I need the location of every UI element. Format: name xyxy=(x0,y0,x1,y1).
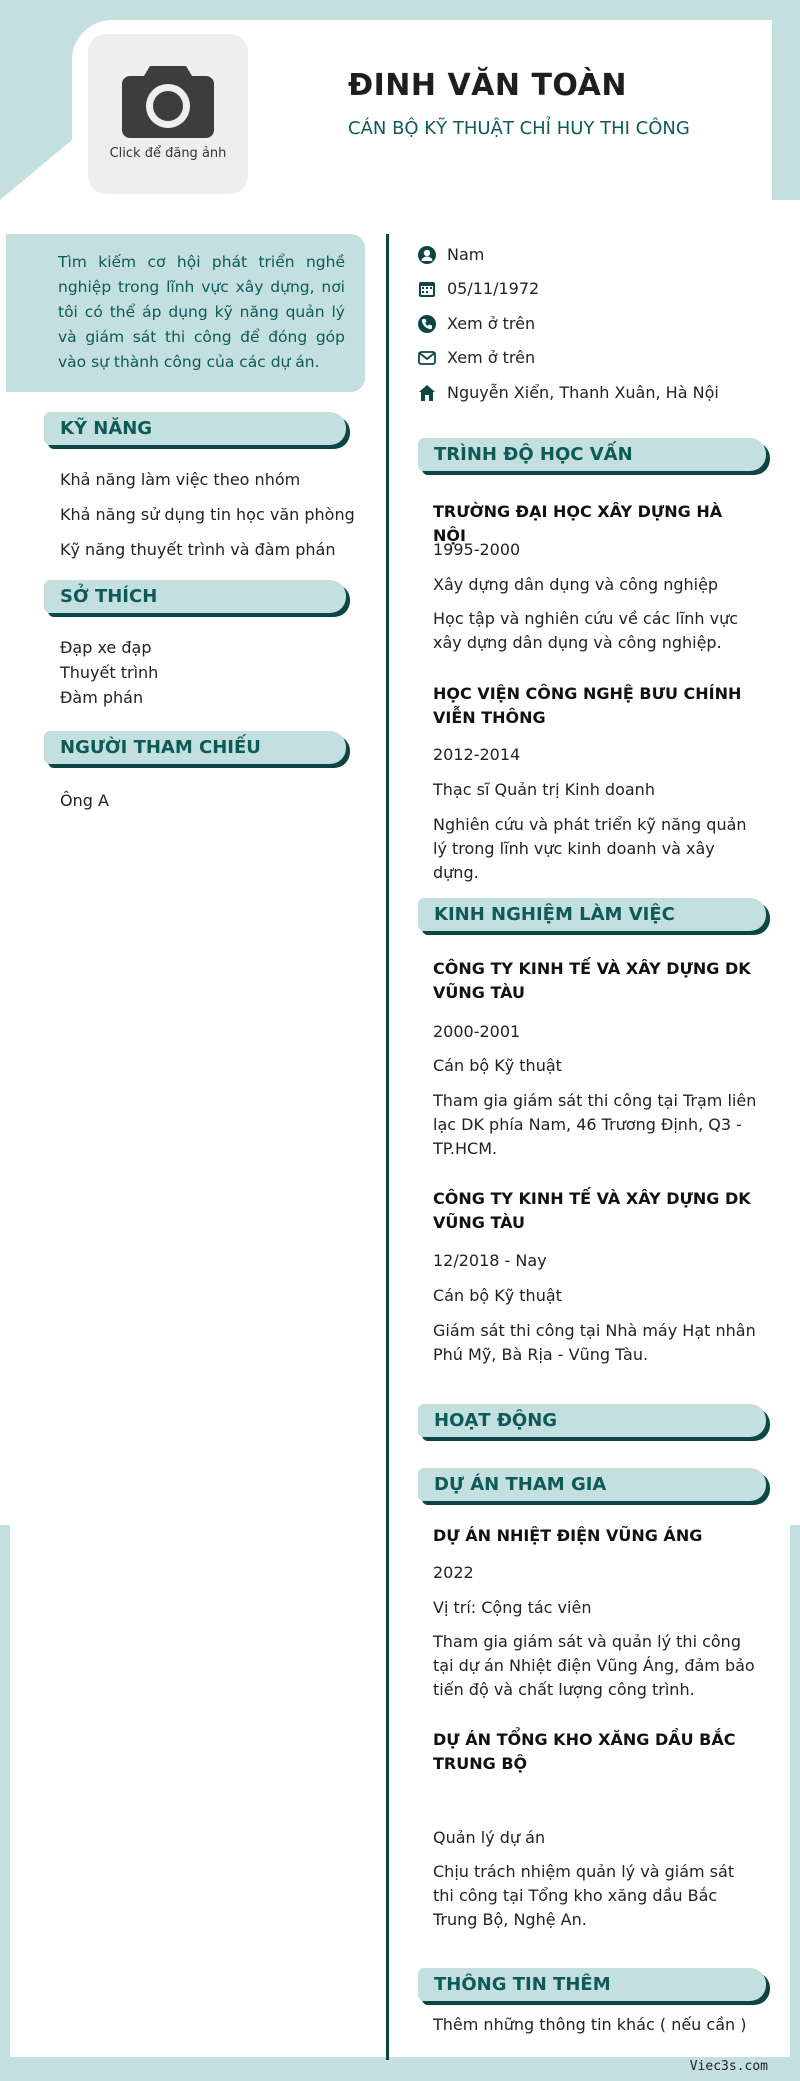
job-title: CÁN BỘ KỸ THUẬT CHỈ HUY THI CÔNG xyxy=(348,118,690,139)
project-role: Vị trí: Cộng tác viên xyxy=(433,1598,592,1617)
header-frame-corner xyxy=(0,140,72,200)
education-school: HỌC VIỆN CÔNG NGHỆ BƯU CHÍNH VIỄN THÔNG xyxy=(433,684,742,727)
hobby-item: Đàm phán xyxy=(60,688,144,707)
extra-info-heading: THÔNG TIN THÊM xyxy=(418,1968,766,2001)
education-major: Xây dựng dân dụng và công nghiệp xyxy=(433,575,719,594)
project-name: DỰ ÁN NHIỆT ĐIỆN VŨNG ÁNG xyxy=(433,1526,703,1545)
education-school: TRƯỜNG ĐẠI HỌC XÂY DỰNG HÀ NỘI xyxy=(433,502,723,545)
user-icon xyxy=(418,246,436,264)
activities-heading: HOẠT ĐỘNG xyxy=(418,1404,766,1437)
birthday-text: 05/11/1972 xyxy=(447,279,540,298)
project-desc: Chịu trách nhiệm quản lý và giám sát thi công tại Tổng kho xăng dầu Bắc Trung Bộ, Nghệ An. xyxy=(433,1862,735,1929)
education-period: 1995-2000 xyxy=(433,540,521,559)
candidate-name: ĐINH VĂN TOÀN xyxy=(348,68,627,103)
reference-item: Ông A xyxy=(60,791,109,810)
experience-company: CÔNG TY KINH TẾ VÀ XÂY DỰNG DK VŨNG TÀU xyxy=(433,1189,751,1232)
experience-position: Cán bộ Kỹ thuật xyxy=(433,1286,562,1305)
address-text: Nguyễn Xiển, Thanh Xuân, Hà Nội xyxy=(447,383,719,402)
education-desc: Nghiên cứu và phát triển kỹ năng quản lý trong lĩnh vực kinh doanh và xây dựng. xyxy=(433,815,747,882)
education-heading: TRÌNH ĐỘ HỌC VẤN xyxy=(418,438,766,471)
experience-desc: Tham gia giám sát thi công tại Trạm liên lạc DK phía Nam, 46 Trương Định, Q3 - TP.HCM. xyxy=(433,1091,757,1158)
references-heading: NGƯỜI THAM CHIẾU xyxy=(44,731,346,764)
career-summary: Tìm kiếm cơ hội phát triển nghề nghiệp trong lĩnh vực xây dựng, nơi tôi có thể áp dụng kỹ năng quản lý và giám sát thi công để đóng góp vào sự thành công của các dự án. xyxy=(6,234,365,392)
bottom-frame xyxy=(0,2057,800,2081)
skill-item: Kỹ năng thuyết trình và đàm phán xyxy=(60,540,336,559)
extra-info-text: Thêm những thông tin khác ( nếu cần ) xyxy=(433,2015,747,2034)
education-desc: Học tập và nghiên cứu về các lĩnh vực xây dựng dân dụng và công nghiệp. xyxy=(433,609,739,652)
project-name: DỰ ÁN TỔNG KHO XĂNG DẦU BẮC TRUNG BỘ xyxy=(433,1730,736,1773)
experience-period: 2000-2001 xyxy=(433,1022,521,1041)
photo-caption: Click để đăng ảnh xyxy=(109,146,227,161)
photo-upload[interactable] xyxy=(88,34,248,194)
experience-period: 12/2018 - Nay xyxy=(433,1251,547,1270)
project-role: Quản lý dự án xyxy=(433,1828,546,1847)
bottom-frame-left xyxy=(0,1525,10,2081)
education-major: Thạc sĩ Quản trị Kinh doanh xyxy=(433,780,655,799)
calendar-icon xyxy=(418,280,436,298)
experience-position: Cán bộ Kỹ thuật xyxy=(433,1056,562,1075)
home-icon xyxy=(418,384,436,402)
skill-item: Khả năng làm việc theo nhóm xyxy=(60,470,301,489)
project-year: 2022 xyxy=(433,1563,474,1582)
email-text: Xem ở trên xyxy=(447,348,536,367)
experience-desc: Giám sát thi công tại Nhà máy Hạt nhân Phú Mỹ, Bà Rịa - Vũng Tàu. xyxy=(433,1321,756,1364)
hobby-item: Thuyết trình xyxy=(60,663,159,682)
envelope-icon xyxy=(418,349,436,367)
skills-heading: KỸ NĂNG xyxy=(44,412,346,445)
gender-text: Nam xyxy=(447,245,485,264)
footer-brand: Viec3s.com xyxy=(689,2059,768,2074)
skill-item: Khả năng sử dụng tin học văn phòng xyxy=(60,505,355,524)
phone-text: Xem ở trên xyxy=(447,314,536,333)
camera-icon xyxy=(120,58,216,140)
phone-icon xyxy=(418,315,436,333)
header-frame-right xyxy=(772,0,800,200)
education-period: 2012-2014 xyxy=(433,745,521,764)
projects-heading: DỰ ÁN THAM GIA xyxy=(418,1468,766,1501)
hobby-item: Đạp xe đạp xyxy=(60,638,152,657)
project-desc: Tham gia giám sát và quản lý thi công tại dự án Nhiệt điện Vũng Áng, đảm bảo tiến độ và chất lượng công trình. xyxy=(433,1632,755,1699)
hobbies-heading: SỞ THÍCH xyxy=(44,580,346,613)
bottom-frame-right xyxy=(790,1525,800,2081)
experience-heading: KINH NGHIỆM LÀM VIỆC xyxy=(418,898,766,931)
column-divider xyxy=(386,234,389,2060)
experience-company: CÔNG TY KINH TẾ VÀ XÂY DỰNG DK VŨNG TÀU xyxy=(433,959,751,1002)
